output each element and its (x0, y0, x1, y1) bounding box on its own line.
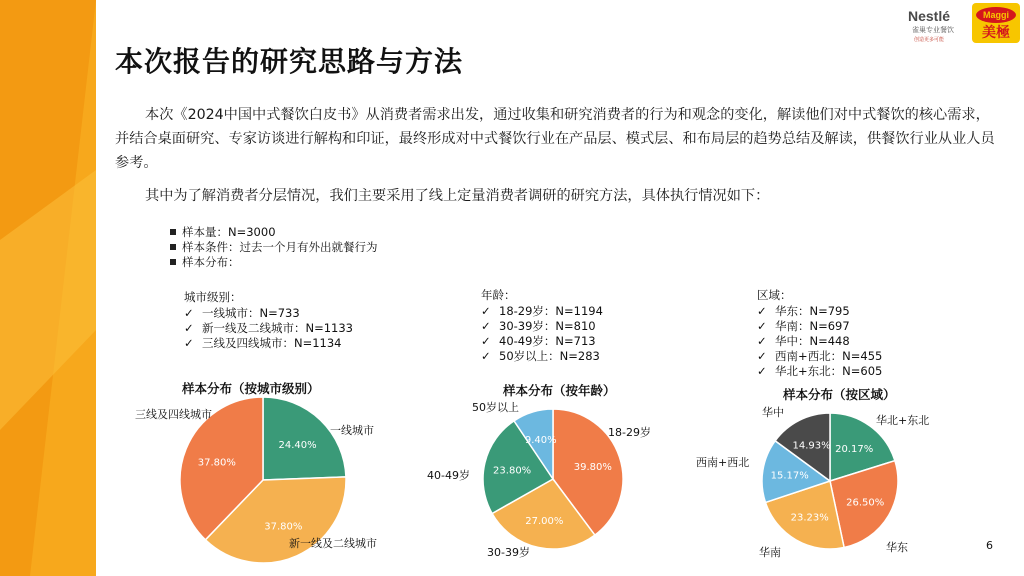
pie-category-label-age-2: 40-49岁 (427, 469, 470, 482)
age-heading: 年龄： (481, 288, 516, 302)
pie-value-label-city-1: 37.80% (264, 521, 303, 533)
pie-slice-city-0 (263, 397, 346, 480)
check-icon: ✓ (757, 349, 767, 363)
check-icon: ✓ (481, 319, 491, 333)
region-heading: 区域： (757, 288, 792, 302)
check-icon: ✓ (757, 319, 767, 333)
pie-category-label-age-0: 18-29岁 (608, 426, 651, 439)
pie-value-label-city-0: 24.40% (278, 440, 317, 452)
intro-paragraph: 本次《2024中国中式餐饮白皮书》从消费者需求出发，通过收集和研究消费者的行为和观念的变化，解读他们对中式餐饮的核心需求，并结合桌面研究、专家访谈进行解构和印证，最终形成对中式餐饮行业在产品层、模式层、和布局层的趋势总结及解读，供餐饮行业从业人员参考。 (115, 107, 995, 171)
region-item: ✓ 西南+西北：N=455 (757, 349, 883, 363)
pie-value-label-region-2: 23.23% (790, 512, 829, 524)
nestle-logo-text: Nestlé (908, 8, 951, 24)
check-icon: ✓ (481, 349, 491, 363)
pie-category-label-region-2: 华南 (759, 546, 781, 559)
region-item: ✓ 华中：N=448 (757, 334, 850, 348)
city-item: ✓ 三线及四线城市：N=1134 (184, 336, 342, 350)
age-item: ✓ 18-29岁：N=1194 (481, 304, 603, 318)
check-icon: ✓ (184, 336, 194, 350)
age-item: ✓ 40-49岁：N=713 (481, 334, 596, 348)
page-title: 本次报告的研究思路与方法 (115, 45, 464, 78)
region-item: ✓ 华东：N=795 (757, 304, 850, 318)
age-item: ✓ 50岁以上：N=283 (481, 349, 600, 363)
pie-category-label-age-3: 50岁以上 (472, 401, 519, 414)
pie-category-label-region-3: 西南+西北 (696, 456, 750, 469)
chart-title-age: 样本分布（按年龄） (503, 383, 616, 398)
nestle-logo-sub: 雀巢专业餐饮 (912, 26, 954, 34)
nestle-logo-tag: 创造更多可能 (914, 37, 945, 43)
age-item: ✓ 30-39岁：N=810 (481, 319, 596, 333)
page-number: 6 (986, 539, 993, 552)
chart-title-city: 样本分布（按城市级别） (182, 381, 320, 396)
pie-value-label-region-3: 15.17% (770, 470, 809, 482)
bullet-item: 样本条件：过去一个月有外出就餐行为 (170, 240, 378, 255)
city-item: ✓ 新一线及二线城市：N=1133 (184, 321, 354, 335)
chart-title-region: 样本分布（按区域） (783, 387, 896, 402)
pie-value-label-age-3: 9.40% (524, 434, 557, 446)
pie-value-label-city-2: 37.80% (197, 457, 236, 469)
bullet-item: 样本量：N=3000 (170, 225, 378, 240)
pie-category-label-region-0: 华北+东北 (876, 414, 930, 427)
maggi-logo-cn: 美極 (982, 25, 1010, 41)
pie-value-label-age-0: 39.80% (573, 461, 612, 473)
pie-value-label-region-0: 20.17% (835, 444, 874, 456)
pie-value-label-age-2: 23.80% (493, 465, 532, 477)
maggi-logo-text: Maggi (983, 10, 1009, 20)
check-icon: ✓ (757, 304, 767, 318)
pie-value-label-region-4: 14.93% (792, 440, 831, 452)
pie-category-label-city-2: 三线及四线城市 (135, 408, 212, 421)
check-icon: ✓ (481, 334, 491, 348)
city-heading: 城市级别： (184, 290, 242, 304)
method-paragraph: 其中为了解消费者分层情况，我们主要采用了线上定量消费者调研的研究方法，具体执行情况如下： (145, 188, 770, 204)
region-item: ✓ 华北+东北：N=605 (757, 364, 883, 378)
pie-category-label-region-4: 华中 (762, 406, 784, 419)
check-icon: ✓ (481, 304, 491, 318)
check-icon: ✓ (757, 334, 767, 348)
pie-category-label-city-0: 一线城市 (330, 424, 374, 437)
city-item: ✓ 一线城市：N=733 (184, 306, 300, 320)
region-item: ✓ 华南：N=697 (757, 319, 850, 333)
bullet-item: 样本分布： (170, 255, 378, 270)
pie-category-label-region-1: 华东 (886, 541, 908, 554)
pie-category-label-city-1: 新一线及二线城市 (289, 537, 377, 550)
pie-value-label-age-1: 27.00% (525, 516, 564, 528)
pie-category-label-age-1: 30-39岁 (487, 546, 530, 559)
check-icon: ✓ (757, 364, 767, 378)
pie-value-label-region-1: 26.50% (846, 497, 885, 509)
check-icon: ✓ (184, 306, 194, 320)
check-icon: ✓ (184, 321, 194, 335)
